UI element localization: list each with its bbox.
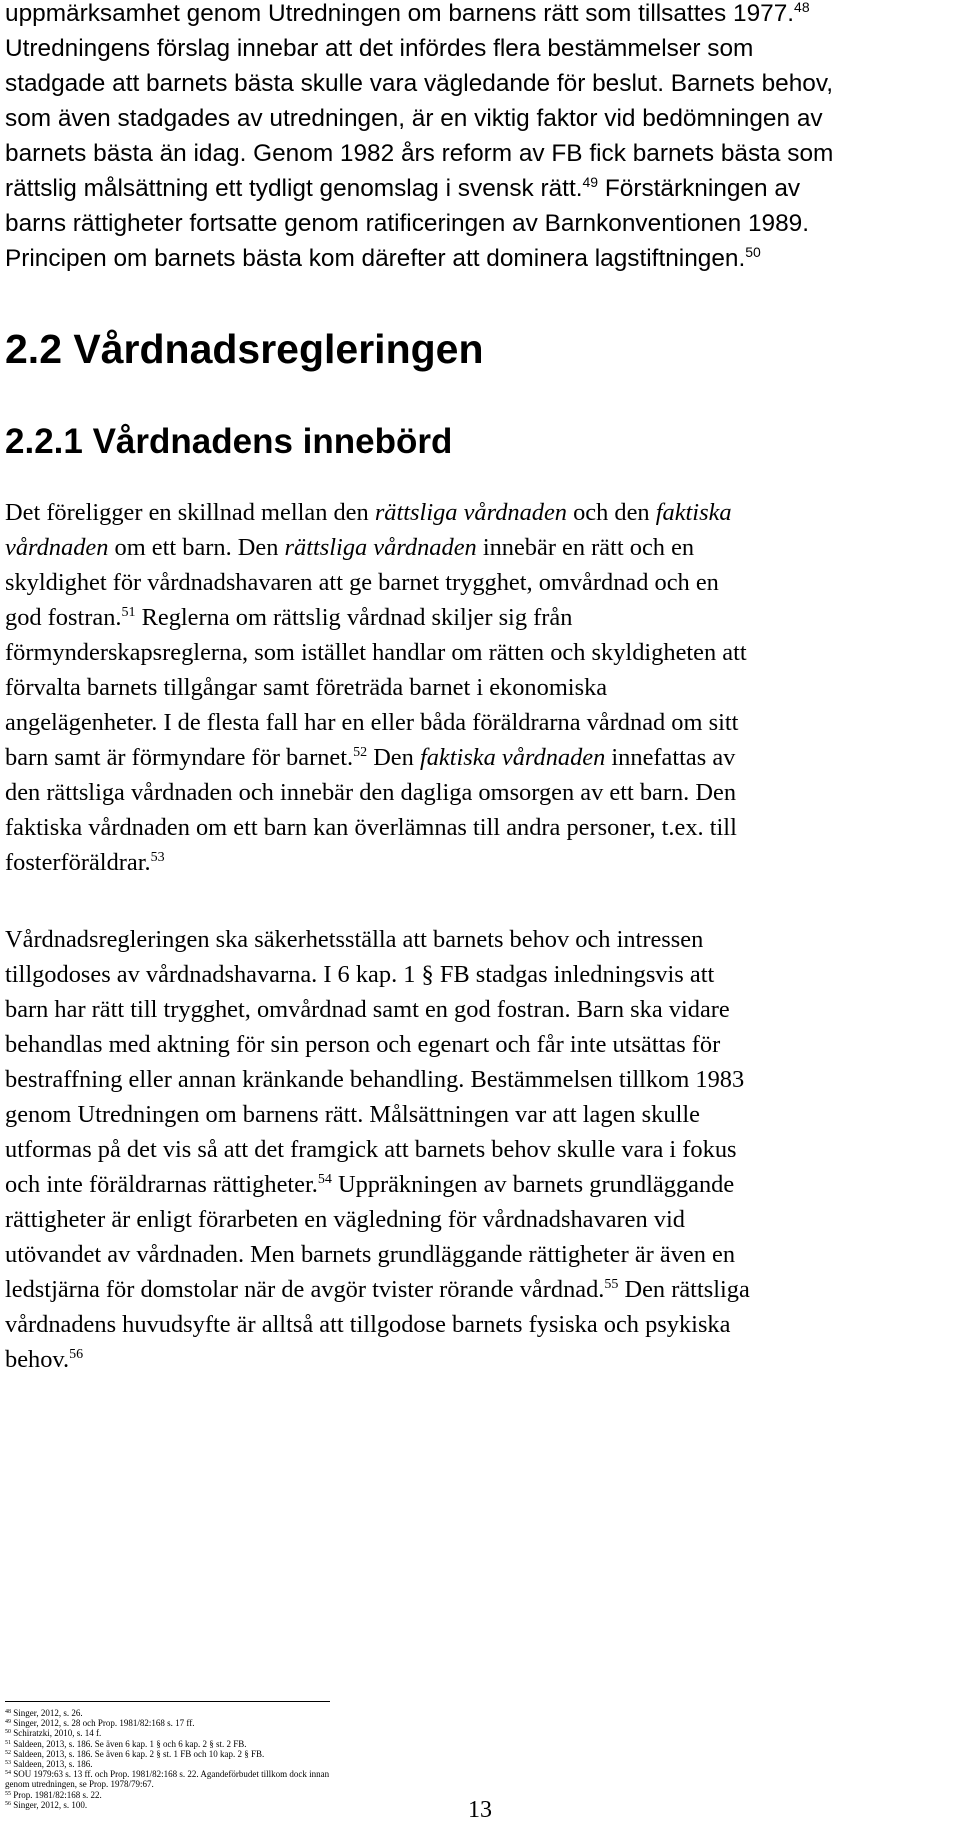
- footnote: [5, 1749, 264, 1759]
- footnote-number: 55: [5, 1790, 11, 1797]
- footnote-text: Singer, 2012, s. 100.: [11, 1799, 88, 1810]
- text-line: barnets bästa än idag. Genom 1982 års reform av FB fick barnets bästa som: [5, 140, 834, 167]
- text-line: god fostran.$^{51}$ Reglerna om rättslig vårdnad skiljer sig från: [5, 604, 573, 631]
- footnote: [5, 1800, 87, 1810]
- text-line: rättigheter är enligt förarbeten en vägledning för vårdnadshavaren vid: [5, 1206, 685, 1233]
- footnote: [5, 1728, 101, 1738]
- footnote-ref[interactable]: 53: [150, 850, 165, 865]
- footnote: [5, 1739, 246, 1749]
- footnote-number: 50: [5, 1729, 11, 1736]
- page-number: 13: [468, 1797, 492, 1823]
- text-line: fosterföräldrar.$^{53}$: [5, 849, 165, 876]
- text-line: faktiska vårdnaden om ett barn kan överlämnas till andra personer, t.ex. till: [5, 814, 737, 841]
- text-line: vårdnadens huvudsyfte är alltså att tillgodose barnets fysiska och psykiska: [5, 1311, 731, 1338]
- footnote-number: 53: [5, 1760, 11, 1766]
- section-heading: 2.2 Vårdnadsregleringen: [5, 326, 484, 372]
- footnote-ref[interactable]: 50: [745, 244, 761, 260]
- footnote: [5, 1769, 329, 1779]
- text-line: vårdnaden om ett barn. Den rättsliga vårdnaden innebär en rätt och en: [5, 534, 695, 561]
- text-line: barn har rätt till trygghet, omvårdnad samt en god fostran. Barn ska vidare: [5, 996, 730, 1023]
- text-line: och inte föräldrarnas rättigheter.$^{54}$ Uppräkningen av barnets grundläggande: [5, 1171, 735, 1198]
- text-line: tillgodoses av vårdnadshavarna. I 6 kap. 1 § FB stadgas inledningsvis att: [5, 961, 715, 988]
- footnote-text: Singer, 2012, s. 26.: [11, 1708, 83, 1718]
- text-line: bestraffning eller annan kränkande behandling. Bestämmelsen tillkom 1983: [5, 1066, 745, 1093]
- footnote-text: Saldeen, 2013, s. 186. Se även 6 kap. 1 § och 6 kap. 2 § st. 2 FB.: [11, 1738, 247, 1749]
- text-line: Utredningens förslag innebar att det infördes flera bestämmelser som: [5, 35, 754, 62]
- footnote: [5, 1708, 83, 1718]
- text-line: Vårdnadsregleringen ska säkerhetsställa att barnets behov och intressen: [5, 926, 704, 953]
- footnote-ref[interactable]: 49: [582, 174, 599, 190]
- text-line: barns rättigheter fortsatte genom ratificeringen av Barnkonventionen 1989.: [5, 210, 810, 237]
- footnote: [5, 1790, 102, 1800]
- text-line: den rättsliga vårdnaden och innebär den dagliga omsorgen av ett barn. Den: [5, 779, 737, 806]
- text-line: angelägenheter. I de flesta fall har en eller båda föräldrarna vårdnad om sitt: [5, 709, 739, 736]
- footnote-ref[interactable]: 55: [604, 1277, 619, 1292]
- text-line: uppmärksamhet genom Utredningen om barnens rätt som tillsattes 1977.48: [5, 0, 810, 27]
- footnote-number: 52: [5, 1749, 11, 1756]
- footnote-ref[interactable]: 56: [69, 1347, 84, 1362]
- footnote: [5, 1718, 194, 1728]
- text-line: förmynderskapsreglerna, som istället handlar om rätten och skyldigheten att: [5, 639, 747, 666]
- text-line: ledstjärna för domstolar när de avgör tvister rörande vårdnad.$^{55}$ Den rättsliga: [5, 1276, 750, 1303]
- text-line: utövandet av vårdnaden. Men barnets grundläggande rättigheter är även en: [5, 1241, 736, 1268]
- footnote-text: SOU 1979:63 s. 13 ff. och Prop. 1981/82:168 s. 22. Agandeförbudet tillkom dock innan: [11, 1769, 330, 1780]
- text-line: utformas på det vis så att det framgick att barnets behov skulle vara i fokus: [5, 1136, 737, 1163]
- footnote-text: Schiratzki, 2010, s. 14 f.: [11, 1728, 102, 1739]
- text-line: rättslig målsättning ett tydligt genomslag i svensk rätt.$^{49}$ Förstärkningen av: [5, 174, 801, 202]
- text-line: barn samt är förmyndare för barnet.$^{52}$ Den faktiska vårdnaden innefattas av: [5, 744, 736, 771]
- footnote-text: Prop. 1981/82:168 s. 22.: [11, 1789, 102, 1800]
- footnote-text: Saldeen, 2013, s. 186.: [11, 1759, 93, 1769]
- text-line: förvalta barnets tillgångar samt företräda barnet i ekonomiska: [5, 674, 608, 701]
- text-line: Principen om barnets bästa kom därefter att dominera lagstiftningen.$^{50}$: [5, 244, 761, 272]
- footnote-ref[interactable]: 54: [317, 1172, 332, 1187]
- footnote-text: genom utredningen, se Prop. 1978/79:67.: [5, 1779, 154, 1790]
- footnote-ref[interactable]: 51: [121, 605, 136, 620]
- text-line: behandlas med aktning för sin person och egenart och får inte utsättas för: [5, 1031, 721, 1058]
- text-line: stadgade att barnets bästa skulle vara vägledande för beslut. Barnets behov,: [5, 70, 834, 97]
- text-line: genom Utredningen om barnens rätt. Målsättningen var att lagen skulle: [5, 1101, 700, 1128]
- footnote-number: 49: [5, 1719, 11, 1726]
- footnote: [5, 1759, 93, 1769]
- footnote-number: 51: [5, 1739, 11, 1746]
- footnote-number: 48: [5, 1709, 11, 1715]
- text-line: behov.$^{56}$: [5, 1346, 84, 1373]
- footnote-ref[interactable]: 48: [794, 0, 810, 15]
- text-line: skyldighet för vårdnadshavaren att ge barnet trygghet, omvårdnad och en: [5, 569, 719, 596]
- subsection-heading: 2.2.1 Vårdnadens innebörd: [5, 422, 453, 461]
- footnote-separator: [5, 1701, 330, 1702]
- text-line: som även stadgades av utredningen, är en viktig faktor vid bedömningen av: [5, 105, 823, 132]
- footnote-text: Singer, 2012, s. 28 och Prop. 1981/82:168 s. 17 ff.: [11, 1718, 195, 1729]
- text-line: Det föreligger en skillnad mellan den rättsliga vårdnaden och den faktiska: [5, 499, 732, 526]
- footnote: [5, 1779, 154, 1789]
- footnote-number: 56: [5, 1800, 11, 1807]
- footnote-ref[interactable]: 52: [353, 745, 368, 760]
- footnote-number: 54: [5, 1770, 11, 1777]
- footnote-text: Saldeen, 2013, s. 186. Se även 6 kap. 2 § st. 1 FB och 10 kap. 2 § FB.: [11, 1748, 265, 1759]
